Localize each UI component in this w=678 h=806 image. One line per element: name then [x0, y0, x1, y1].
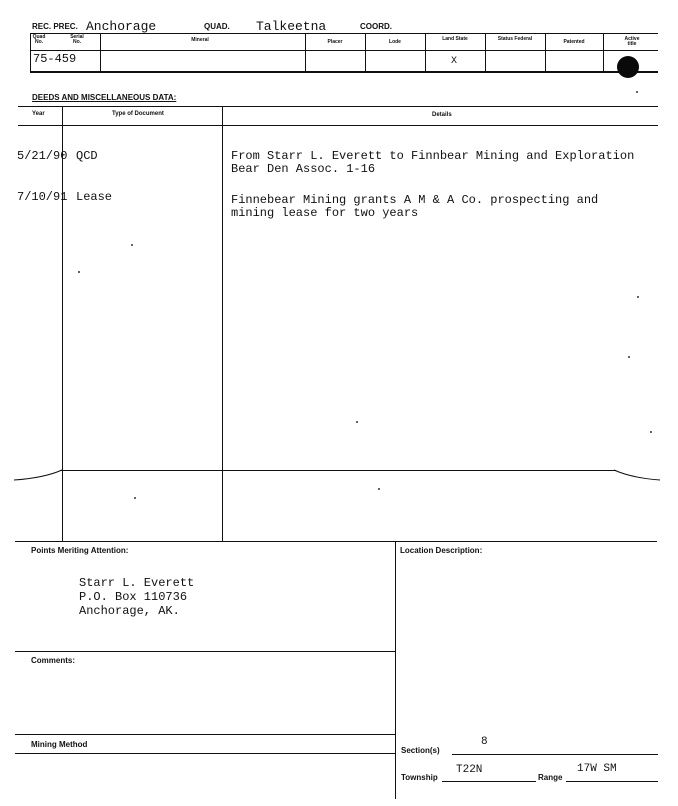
record-land-state: X: [451, 56, 458, 67]
col-lode: Lode: [389, 39, 401, 45]
points-meriting-attention-label: Points Meriting Attention:: [31, 546, 129, 555]
location-description-label: Location Description:: [400, 546, 483, 555]
deed-row-1-details-line1: From Starr L. Everett to Finnbear Mining and Exploration: [231, 149, 635, 163]
deed-row-1-type: QCD: [76, 149, 98, 163]
col-details: Details: [432, 112, 452, 118]
record-quad-no: 75-459: [33, 52, 77, 66]
deed-row-1-year: 5/21/90: [17, 149, 68, 163]
deed-row-2-year: 7/10/91: [17, 190, 68, 204]
section-value: 8: [481, 736, 488, 748]
col-serial-no: Serial No.: [70, 34, 84, 45]
rec-prec-label: REC. PREC.: [32, 22, 78, 31]
township-label: Township: [401, 773, 438, 782]
mining-method-label: Mining Method: [31, 740, 88, 749]
active-title-mark-dot: [617, 56, 639, 78]
curled-line-right: [612, 466, 662, 482]
deed-row-2-details-line2: mining lease for two years: [231, 206, 419, 220]
col-patented: Patented: [563, 39, 585, 45]
range-value: 17W SM: [577, 763, 617, 775]
deed-row-2-type: Lease: [76, 190, 113, 204]
col-year: Year: [32, 111, 45, 117]
curled-line-left: [14, 466, 64, 482]
deed-row-2-details-line1: Finnebear Mining grants A M & A Co. prospecting and: [231, 193, 599, 207]
coord-label: COORD.: [360, 22, 392, 31]
col-land-state: Land State: [442, 36, 468, 42]
points-line-1: Starr L. Everett: [79, 576, 195, 590]
col-placer: Placer: [327, 39, 343, 45]
quad-label: QUAD.: [204, 22, 230, 31]
rec-prec-value: Anchorage: [86, 19, 157, 34]
col-quad-no: Quad No.: [32, 34, 46, 45]
range-label: Range: [538, 773, 563, 782]
township-value: T22N: [456, 764, 483, 776]
quad-value: Talkeetna: [256, 19, 327, 34]
col-active-title: Active title: [624, 36, 640, 47]
comments-label: Comments:: [31, 656, 76, 665]
deeds-section-title: DEEDS AND MISCELLANEOUS DATA:: [32, 93, 177, 102]
deed-row-1-details-line2: Bear Den Assoc. 1-16: [231, 162, 376, 176]
col-type-of-document: Type of Document: [112, 111, 164, 117]
points-line-2: P.O. Box 110736: [79, 590, 188, 604]
section-label: Section(s): [401, 746, 440, 755]
points-line-3: Anchorage, AK.: [79, 604, 180, 618]
col-mineral: Mineral: [191, 37, 209, 43]
col-status-federal: Status Federal: [497, 36, 533, 42]
